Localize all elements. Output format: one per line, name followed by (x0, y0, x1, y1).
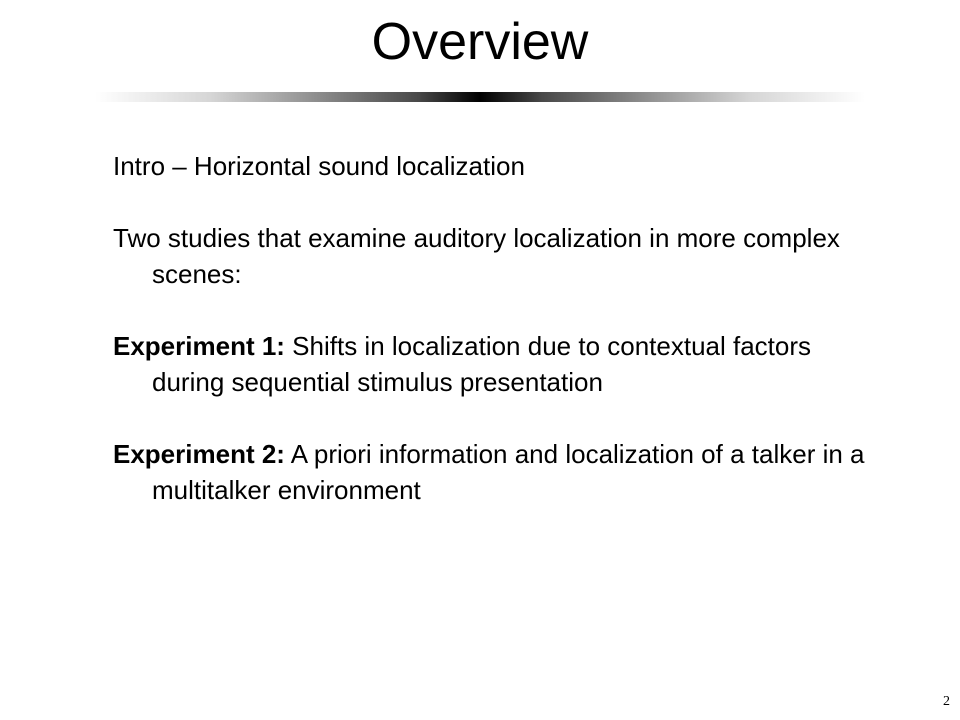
bullet-intro-text: Intro – Horizontal sound localization (113, 151, 525, 181)
bullet-experiment-1-text: Shifts in localization due to contextual factors during sequential stimulus presentation (152, 331, 812, 397)
bullet-experiment-1-lead: Experiment 1: (113, 331, 285, 361)
slide-title: Overview (371, 13, 589, 71)
bullet-experiment-2-text: A priori information and localization of a talker in a multitalker environment (152, 439, 865, 505)
bullet-experiment-1 (113, 328, 873, 400)
page-number: 2 (943, 694, 950, 709)
bullet-experiment-2-lead: Experiment 2: (113, 439, 285, 469)
bullet-experiment-2 (113, 436, 873, 508)
slide-body (113, 148, 873, 544)
bullet-intro (113, 148, 873, 184)
bullet-studies (113, 220, 873, 292)
bullet-studies-text: Two studies that examine auditory localization in more complex scenes: (113, 223, 840, 289)
title-divider (95, 92, 865, 102)
